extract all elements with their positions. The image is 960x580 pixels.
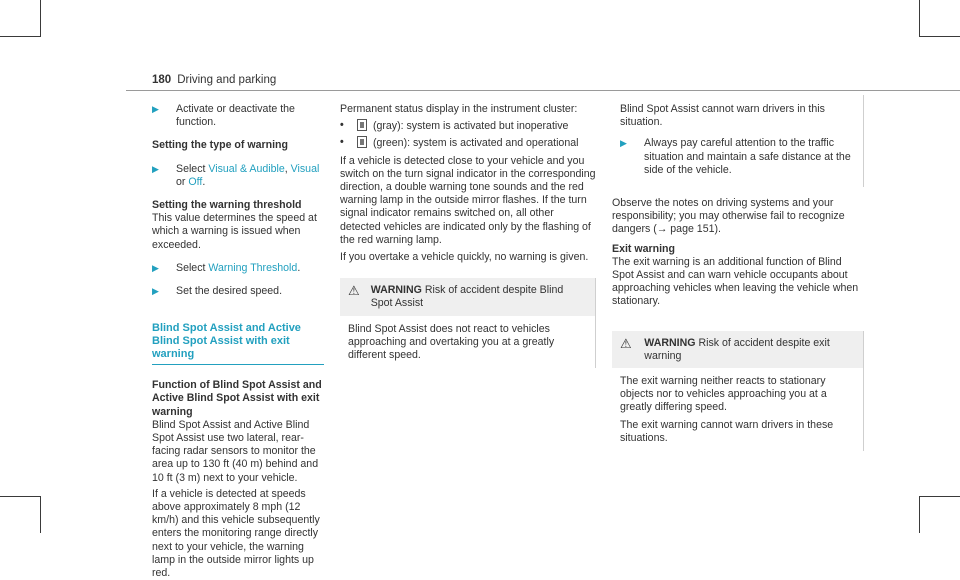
column-2 (340, 95, 596, 368)
status-display-text: Permanent status display in the instrument cluster: (340, 103, 578, 115)
option-warning-threshold[interactable]: Warning Threshold (208, 261, 298, 274)
blind-spot-indicator-icon (357, 136, 367, 148)
arrow-icon: ▶ (152, 104, 159, 114)
blind-spot-indicator-icon (357, 119, 367, 131)
warning-body (612, 368, 863, 451)
crop-mark (919, 36, 960, 37)
warning-box (340, 278, 596, 368)
function-paragraph-2: If a vehicle is detected at speeds above approximately 8 mph (12 km/h) and this vehicle subsequently enters the monitoring range directly next to your vehicle, the warning lamp in the outside mirror lights up red. (152, 487, 320, 580)
page-header (152, 74, 276, 86)
crop-mark (0, 496, 40, 497)
option-off[interactable]: Off (188, 175, 203, 188)
overtake-paragraph: If you overtake a vehicle quickly, no warning is given. (340, 251, 589, 264)
arrow-icon: ▶ (152, 286, 159, 297)
warning-header: ⚠ WARNING Risk of accident despite Blind Spot Assist (340, 278, 595, 315)
arrow-icon: ▶ (620, 138, 627, 149)
warning-continuation (612, 95, 864, 187)
crop-mark (40, 0, 41, 37)
bullet-green: • (green): system is activated and operational (340, 136, 579, 150)
step-select-type: ▶ Select Visual & Audible, Visual or Off. (152, 162, 320, 188)
exit-warning-paragraph: The exit warning is an additional function of Blind Spot Assist and can warn vehicle occupants about approaching vehicles when leaving the vehicle when stationary. (612, 255, 859, 308)
crop-mark (919, 496, 960, 497)
arrow-icon: ▶ (152, 262, 159, 273)
crop-mark (919, 496, 920, 533)
warning-body-2: The exit warning cannot warn drivers in these situations. (620, 418, 834, 444)
crop-mark (0, 36, 40, 37)
warning-body-1: The exit warning neither reacts to stationary objects nor to vehicles approaching you at a greatly differing speed. (620, 375, 827, 414)
option-visual[interactable]: Visual (290, 162, 320, 175)
warning-body: Blind Spot Assist does not react to vehicles approaching and overtaking you at a greatly different speed. (348, 322, 555, 362)
column-1 (152, 95, 324, 580)
step-set-speed: ▶ Set the desired speed. (152, 285, 283, 298)
step-activate: ▶ Activate or deactivate the function. (152, 103, 295, 129)
warning-header: ⚠ WARNING Risk of accident despite exit warning (612, 331, 863, 368)
threshold-text: This value determines the speed at which a warning is issued when exceeded. (152, 212, 317, 251)
section-title: Blind Spot Assist and Active Blind Spot Assist with exit warning (152, 322, 324, 365)
heading-exit-warning: Exit warning (612, 242, 675, 255)
crop-mark (919, 0, 920, 37)
bullet-gray: • (gray): system is activated but inoperative (340, 119, 569, 133)
note-step: ▶ Always pay careful attention to the traffic situation and maintain a safe distance at the side of the vehicle. (620, 137, 851, 176)
turn-signal-paragraph: If a vehicle is detected close to your vehicle and you switch on the turn signal indicator in the corresponding direction, a double warning tone sounds and the red warning lamp in the outside mirror flashes. If the turn signal indicator remains switched on, all other detected vehicles are indicated only by the flashing of the red warning lamp. (340, 154, 596, 246)
crop-mark (40, 496, 41, 533)
arrow-icon: ▶ (152, 163, 159, 174)
option-visual-audible[interactable]: Visual & Audible (208, 162, 285, 175)
step-select-threshold: ▶ Select Warning Threshold. (152, 261, 301, 274)
note-text: Blind Spot Assist cannot warn drivers in this situation. (620, 103, 825, 129)
warning-icon: ⚠ (620, 335, 632, 351)
heading-threshold: Setting the warning threshold (152, 199, 302, 212)
header-divider (126, 90, 960, 91)
warning-icon: ⚠ (348, 283, 360, 299)
observe-notes-paragraph: Observe the notes on driving systems and your responsibility; you may otherwise fail to recognize dangers (→ page 151). (612, 197, 845, 236)
page-number: 180 (152, 74, 172, 86)
warning-box (612, 331, 864, 451)
section-name: Driving and parking (177, 74, 277, 86)
heading-type: Setting the type of warning (152, 139, 288, 152)
column-3 (612, 95, 864, 451)
function-paragraph-1: Blind Spot Assist and Active Blind Spot Assist use two lateral, rear-facing radar sensors to monitor the area up to 130 ft (40 m) behind and 10 ft (3 m) next to your vehicle. (152, 418, 319, 484)
heading-function: Function of Blind Spot Assist and Active Blind Spot Assist with exit warning (152, 379, 322, 418)
